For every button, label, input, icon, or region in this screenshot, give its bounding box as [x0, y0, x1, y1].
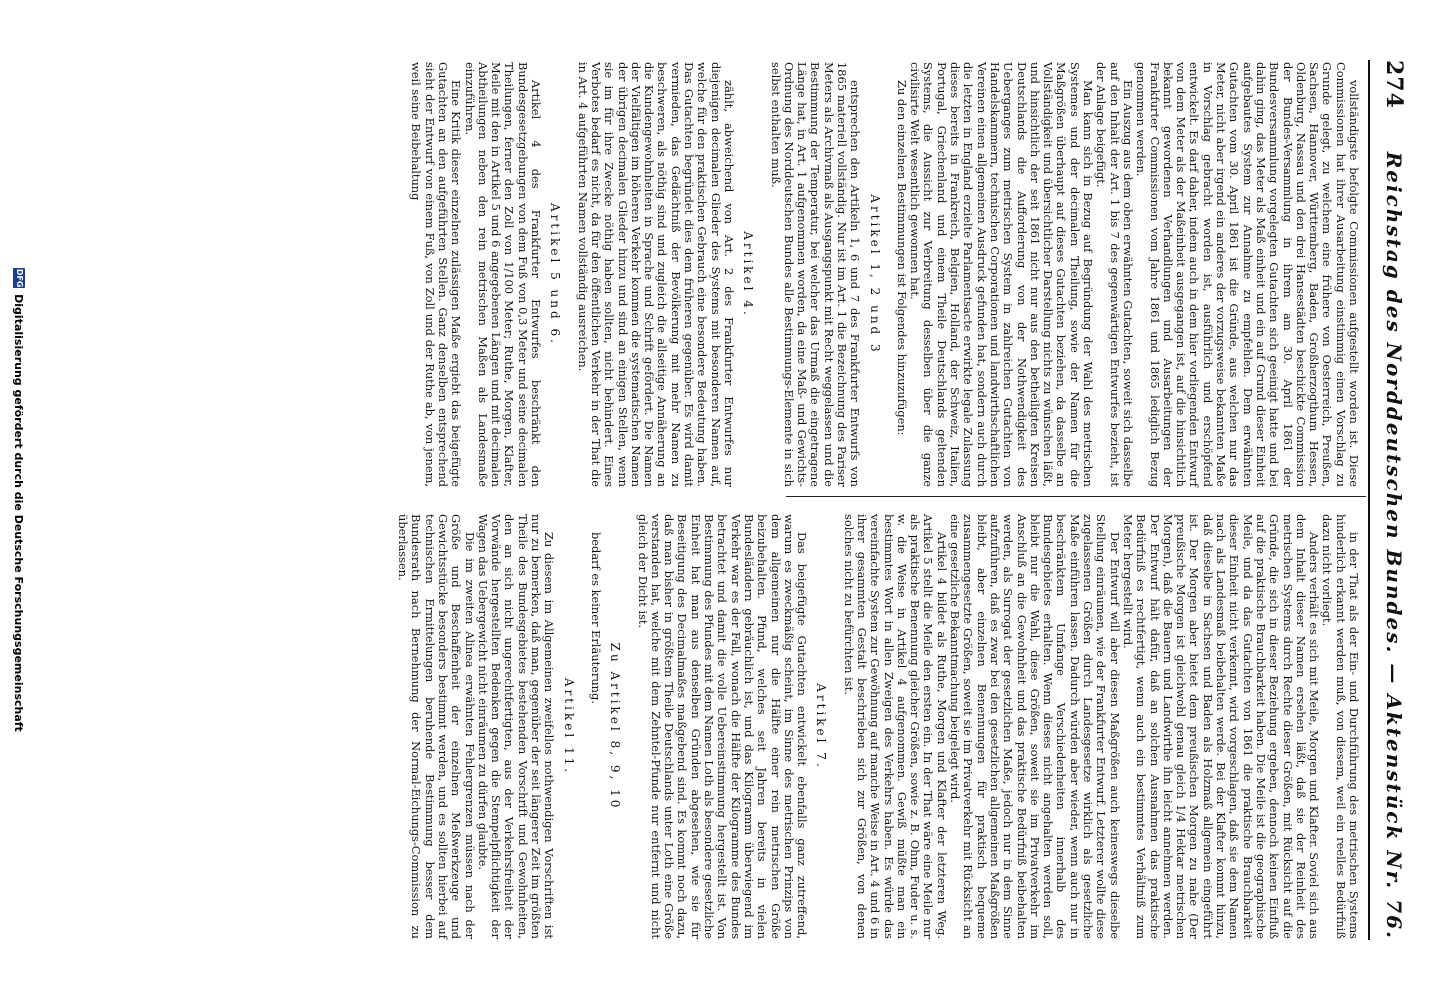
section-heading: Artikel 1, 2 und 3 [867, 194, 882, 355]
digitization-credit-text: Digitalisierung gefördert durch die Deutsche Forschungsgemeinschaft [12, 294, 26, 732]
text-paragraph: zählt, abweichend von Art. 2 des Frankfurter Entwurfes nur diejenigen decimalen Glieder des Systems mit besonderen Namen auf, welche für den praktischen Gebrauch eine besondere Bedeutung haben. Das Gutachten begründet dies dem früheren gegenüber. Es wird damit vermieden, das Gedächtniß der Bevölkerung mit mehr Namen zu beschweren, als nöthig sind und zugleich die allseitige Annäherung an die Kundengewohnheiten in Sprache und Schrift gefördert. Die Namen der Vielfältigen im höheren Verkehr kommen die systematischen Namen der übrigen decimalen Glieder hinzu und sind an einigen Stellen, wenn sie im für ihre Zwecke nöthig haben sollten, nicht behindert. Eines Verbotes bedarf es nicht, da für den öffentlichen Verkehr in der That die in Art. 4 aufgeführten Namen vollständig ausreichen. [575, 62, 736, 487]
section-heading: Artikel 4. [741, 231, 756, 318]
text-paragraph: Das beigefügte Gutachten entwickelt ebenfalls ganz zutreffend, warum es zweckmäßig scheint, im Sinne des metrischen Prinzips von dem allgemeinen nur die Hälfte einer rein metrischen Größe beizubehalten. Pfund, welches seit Jahren bereits in vielen Bundesländern gebräuchlich ist, und das Kilogramm überwiegend im Verkehr war es der Fall, wonach die Hälfte der Kilogramme des Bundes betrachtet und damit die volle Uebereinstimmung hergestellt ist. Von Bestimmung des Pfundes mit dem Namen Loth als besondere gesetzliche Einheit hat man aus denselben Gründen abgesehen, wie sie für Beseitigung des Decimalmaßes maßgebend sind. Es kommt noch dazu, daß man bisher in größtem Theile Deutschlands unter Loth eine Größe verstanden hat, welche mit dem Zehntel-Pfunde nur entfernt und nicht gleich der Dicht ist. [635, 514, 810, 939]
section-heading: Artikel 5 und 6. [548, 203, 563, 346]
page-header [1374, 60, 1414, 940]
text-paragraph: Ein Auszug aus dem oben erwähnten Gutachten, soweit sich dasselbe auf den Inhalt der Art. 1 bis 7 des gegenwärtigen Entwurfes bezieht, ist der Anlage beigefügt. [1094, 62, 1135, 487]
digitization-credit [8, 0, 30, 1000]
left-column [409, 62, 1360, 487]
section-heading: Zu Artikel 8, 9, 10 [608, 642, 623, 811]
text-paragraph: in der That als der Ein- und Durchführung des metrischen Systems hinderlich erkannt werden muß, von diesem, weil ein reelles Bedürfniß dazu nicht vorliegt. [1320, 514, 1361, 939]
text-paragraph: vollständigste befolgte Commissionen aufgestellt worden ist. Diese Commissionen hat ihrer Ausarbeitung einstimmig einen Vorschlag zu Grunde gelegt, zu welchem eine frühere von Oesterreich, Preußen, Sachsen, Hannover, Württemberg, Baden, Großherzogthum Hessen, Oldenburg, Nassau und den drei Hansestädten beschickte Commission der Bundes-Versammlung in ihrem am 30. April 1861 der Bundesversammlung vorgelegten Gutachten sich geeinigt hatte und bei dahin ging, das Meter als Maß einheit und ein auf Grund dieser Einheit aufgebautes System zur Annahme zu empfehlen. Dem erwähnten Gutachten vom 30. April 1861 ist die Gründe, aus welchen nur das Meter, nicht aber irgend ein anderes der vorzugsweise bekannten Maße in Vorschlag gebracht worden ist, ausführlich und erschöpfend entwickelt. Es darf daher, indem auch in dem hier vorliegenden Entwurf von dem Meter als der Maßeinheit ausgegangen ist, auf die hinsichtlich bekannt gewordenen Verhandlungen und Ausarbeitungen der Frankfurter Commissionen vom Jahre 1861 und 1865 lediglich Bezug genommen werden. [1134, 62, 1361, 487]
column-divider [786, 496, 1366, 497]
page-title: Reichstag des Norddeutschen Bundes. — Aktenstück Nr. 76. [1382, 151, 1406, 940]
text-paragraph: Artikel 4 bildet als Ruthe, Morgen und Klafter der letzteren Weg. Artikel 5 stellt die Meile den ersten ein. In der That wäre eine Meile nur als praktische Benennung gleicher Größen, sowie z. B. Ohm, Fuder u. s. w. die Weise in Artikel 4 aufgenommen. Gewiß müßte man ein bestimmtes Wort in allen Zweigen des Verkehrs haben. Es würde das vereinfachte System zur Gewöhnung auf manche Weise in Art. 4 und 6 in ihrer gesammten Gestalt beschrieben sich zur Größen, von denen solches nicht zu befürchten ist. [841, 514, 949, 939]
text-paragraph: Man kann sich in Bezug auf Begründung der Wahl des metrischen Systemes und der decimalen Theilung, sowie der Namen für die Maßgrößen überhaupt auf dieses Gutachten beziehen, da dasselbe an Vollständigkeit und übersichtlicher Darstellung nichts zu wünschen läßt, und hinsichtlich der seit 1861 nicht nur aus den betheiligten Kreisen Deutschlands die Aufforderung von der Nothwendigkeit des Ueberganges zum metrischen System in zahlreichen Gutachten von Handelskammern, technischen Corporationen und landwirthschaftlichen Vereinen einen allgemeinen Ausdruck gefunden hat, sondern auch durch die letzten in England erzielte Parlamentsacte erwirkte legale Zulassung dieses bereits in Frankreich, Belgien, Holland, der Schweiz, Italien, Portugal, Griechenland und einem Theile Deutschlands geltenden Systems, die Aussicht zur Verbreitung desselben über die ganze civilisirte Welt wesentlich gewonnen hat. [908, 62, 1096, 487]
text-paragraph: Eine Kritik dieser einzelnen zulässigen Maße ergiebt das beigefügte Gutachten an den aufgeführten Stellen. Ganz denselben entsprechend sieht der Entwurf von einem Fuß, von Zoll und der Ruthe ab, von jenem, weil seine Beibehaltung [409, 62, 464, 487]
header-rule [1368, 60, 1370, 940]
text-paragraph: Artikel 4 des Frankfurter Entwurfes beschränkt den Bundesgesetzgebungen von dem Fuß von 0,3 Meter und seine decimalen Theilungen, ferner den Zoll von 1/100 Meter; Ruthe, Morgen, Klafter, Meile mit den in Artikel 5 und 6 angegebenen Längen und mit decimalen Abtheilungen neben den rein metrischen Maßen als Landesmaße einzuführen. [462, 62, 544, 487]
text-paragraph: Anders verhält es sich mit Meile, Morgen und Klafter. Soviel sich aus dem Inhalt dieser Namen ersehen läßt, daß sie der Reinheit des metrischen Systems durch Rechte dieser Größen, mit Rücksicht auf die Gründe, die sich in dieser Beziehung ergeben, dennoch keinen Einfluß auf die praktische Brauchbarkeit haben. Die Meile ist die geographische Meile, und da das Gutachten von 1861 die praktische Brauchbarkeit dieser Einheit nicht verkennt, wird vorgeschlagen, daß sie dem Namen nach als Landesmaß beibehalten werde. Bei der Klafter kommt hinzu, daß dieselbe in Sachsen und Baden als Holzmaß allgemein eingeführt ist. Der Morgen aber bietet dem preußischen Morgen zu nahe (Der preußische Morgen ist gleichwohl genau gleich 1/4 Hektar metrischen Morgen), daß die Bauern und Landwirthe ihn leicht annehmen werden. Der Entwurf hält dafür, daß an solchen Ausnahmen das praktische Bedürfniß es rechtfertigt, wenn auch ein bestimmtes Verhältniß zum Meter hergestellt wird. [1120, 514, 1322, 939]
text-paragraph: entsprechen den Artikeln 1, 6 und 7 des Frankfurter Entwurfs von 1865 materiell vollständig. Nur ist im Art. 1 die Bezeichnung des Pariser Meters als Archivmaß als Ausgangspunkt mit Recht weggelassen und die Bestimmung der Temperatur, bei welcher das Urmaß die eingetragene Länge hat, in Art. 1 aufgenommen worden, da eine Maß- und Gewichts-Ordnung des Norddeutschen Bundes alle Bestimmungs-Elemente in sich selbst enthalten muß. [768, 62, 863, 487]
section-heading: Artikel 11. [561, 677, 576, 776]
text-paragraph: Der Entwurf will aber diesen Maßgrößen auch keineswegs dieselbe Stellung einräumen, wie der Frankfurter Entwurf. Letzterer wollte diese zugelassenen Größen durch Landesgesetze wirklich als gesetzliche Maße einführen lassen. Dadurch würden aber wieder, wenn auch nur in beschränktem Umfange Verschiedenheiten innerhalb des Bundesgebietes erhalten. Wenn dieses nicht angehalten werden soll, bleibt nur die Wahl, diese Größen, soweit sie im Privatverkehr im Anschluß an die Gewohnheit und das praktische Bedürfniß beibehalten werden, als Surrogat der gesetzlichen Maße, jedoch nur in dem Sinne aufzuführen, daß es zwar bei den gesetzlichen allgemeinen Maßgrößen bleibt, aber einzelnen Benennungen für praktisch bequeme zusammengesetzte Größen, soweit sie im Privatverkehr mit Rücksicht an eine gesetzliche Bekanntmachung beigelegt wird. [948, 514, 1122, 939]
text-paragraph: Zu den einzelnen Bestimmungen ist Folgendes hinzuzufügen: [894, 80, 909, 436]
section-heading: Artikel 7. [814, 683, 829, 770]
dfg-logo-icon: DFG [15, 268, 24, 288]
text-paragraph: Zu diesem im Allgemeinen zweifellos nothwendigen Vorschriften ist nur zu bemerken, daß man, gegenüber der seit längerer Zeit im größten Theile des Bundesgebietes bestehenden Vorschrift und Gewohnheiten, den an sich nicht ungerechtfertigten, aus der Verkehrsfreiheit der Vorwände hergestellten Bedenken gegen die Stempelpflichtigkeit der Wagen das Uebergewicht nicht einräumen zu dürfen glaubte. [475, 514, 557, 939]
text-paragraph: Die im zweiten Alinea erwähnten Fehlergrenzen müssen nach der Größe und Beschaffenheit der einzelnen Meßwerkzeuge und Gewichtsstücke besonders bestimmt werden, und es sollten hierbei auf technischen Ermittelungen beruhende Bestimmung besser dem Bundesrath nach Bernehmung der Normal-Eichungs-Commission zu überlassen. [396, 514, 477, 939]
text-paragraph: bedarf es keiner Erläuterung. [588, 532, 603, 704]
right-column [396, 514, 1360, 939]
page-number: 274 [1381, 60, 1407, 109]
